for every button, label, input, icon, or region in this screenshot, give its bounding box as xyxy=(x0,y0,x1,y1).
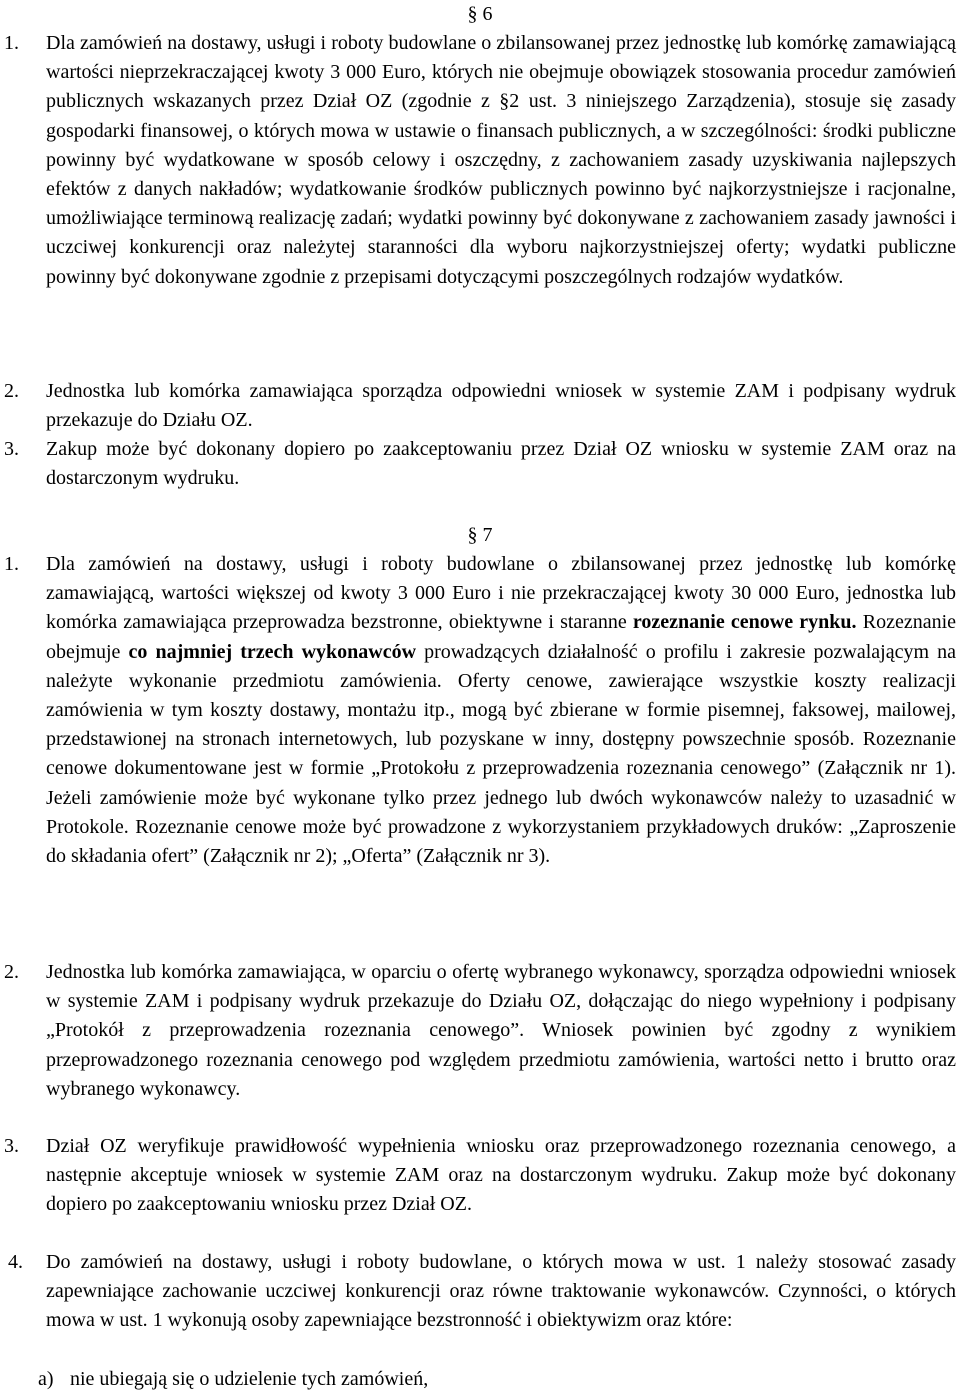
paragraph-text: Zakup może być dokonany dopiero po zaakceptowaniu przez Dział OZ wniosku w systemie ZAM oraz na dostarczonym wydruku. xyxy=(46,438,956,490)
section-7-paragraph-4 xyxy=(8,1248,956,1336)
section-6-paragraph-2 xyxy=(4,377,956,435)
paragraph-number: 4. xyxy=(8,1251,23,1273)
section-6-paragraph-3 xyxy=(4,435,956,493)
paragraph-number: 2. xyxy=(4,961,19,983)
paragraph-number: 1. xyxy=(4,32,19,54)
paragraph-text: Jednostka lub komórka zamawiająca, w oparciu o ofertę wybranego wykonawcy, sporządza odpowiedni wniosek w systemie ZAM i podpisany wydruk przekazuje do Działu OZ, dołączając do niego wypełniony i podpisany „Protokół z przeprowadzenia rozeznania cenowego”. Wniosek powinien być zgodny z wynikiem przeprowadzonego rozeznania cenowego pod względem przedmiotu zamówienia, wartości netto i brutto oraz wybranego wykonawcy. xyxy=(46,961,956,1100)
paragraph-number: 2. xyxy=(4,380,19,402)
list-item-text: nie ubiegają się o udzielenie tych zamówień, xyxy=(70,1368,429,1390)
paragraph-text: Dla zamówień na dostawy, usługi i roboty budowlane o zbilansowanej przez jednostkę lub komórkę zamawiającą wartości nieprzekraczającej kwoty 3 000 Euro, których nie obejmuje obowiązek stosowania procedur zamówień publicznych wskazanych przez Dział OZ (zgodnie z §2 ust. 3 niniejszego Zarządzenia), stosuje się zasady gospodarki finansowej, o których mowa w ustawie o finansach publicznych, a w szczególności: środki publiczne powinny być wydatkowane w sposób celowy i oszczędny, z zachowaniem zasady uzyskiwania najlepszych efektów z danych nakładów; wydatkowanie środków publicznych powinno być najkorzystniejsze i racjonalne, umożliwiające terminową realizację zadań; wydatki powinny być dokonywane z zachowaniem zasady jawności i uczciwej konkurencji oraz należytej staranności dla wyboru najkorzystniejszej oferty; wydatki publiczne powinny być dokonywane zgodnie z przepisami dotyczącymi poszczególnych rodzajów wydatków. xyxy=(46,32,956,288)
paragraph-text: Do zamówień na dostawy, usługi i roboty budowlane, o których mowa w ust. 1 należy stosować zasady zapewniające zachowanie uczciwej konkurencji oraz równe traktowanie wykonawców. Czynności, o których mowa w ust. 1 wykonują osoby zapewniające bezstronność i obiektywizm oraz które: xyxy=(46,1251,956,1332)
paragraph-number: 1. xyxy=(4,553,19,575)
section-7-list-item-a xyxy=(38,1365,956,1394)
section-7-paragraph-2 xyxy=(4,958,956,1104)
paragraph-number: 3. xyxy=(4,438,19,460)
list-item-letter: a) xyxy=(38,1368,54,1390)
section-7-paragraph-3 xyxy=(4,1132,956,1220)
paragraph-number: 3. xyxy=(4,1135,19,1157)
paragraph-text: Jednostka lub komórka zamawiająca sporządza odpowiedni wniosek w systemie ZAM i podpisany wydruk przekazuje do Działu OZ. xyxy=(46,380,956,432)
section-7-paragraph-1 xyxy=(4,550,957,871)
section-7-title: § 7 xyxy=(467,524,493,546)
bold-phrase-wykonawcow: co najmniej trzech wykonawców xyxy=(128,640,417,663)
section-6-paragraph-1 xyxy=(4,29,956,292)
paragraph-text-part-2: Rozeznanie obejmuje xyxy=(46,611,957,663)
paragraph-text: Dział OZ weryfikuje prawidłowość wypełnienia wniosku oraz przeprowadzonego rozeznania cenowego, a następnie akceptuje wniosek w systemie ZAM oraz na dostarczonym wydruku. Zakup może być dokonany dopiero po zaakceptowaniu wniosku przez Dział OZ. xyxy=(46,1135,956,1216)
section-6-title: § 6 xyxy=(467,3,493,25)
paragraph-text-part-1: Dla zamówień na dostawy, usługi i roboty budowlane o zbilansowanej przez jednostkę lub komórkę zamawiającą, wartości większej od kwoty 3 000 Euro i nie przekraczającej kwoty 30 000 Euro, jednostka lub komórka zamawiająca przeprowadza bezstronne, obiektywne i staranne xyxy=(46,553,956,634)
paragraph-text-part-3: prowadzących działalność o profilu i zakresie pozwalającym na należyte wykonanie przedmiotu zamówienia. Oferty cenowe, zawierające wszystkie koszty realizacji zamówienia w tym koszty dostawy, montażu itp., mogą być zbierane w formie pisemnej, faksowej, mailowej, przedstawionej na stronach internetowych, lub pozyskane w inny, dostępny powszechnie sposób. Rozeznanie cenowe dokumentowane jest w formie „Protokołu z przeprowadzenia rozeznania cenowego” (Załącznik nr 1). Jeżeli zamówienie może być wykonane tylko przez jednego lub dwóch wykonawców należy to uzasadnić w Protokole. Rozeznanie cenowe może być prowadzone z wykorzystaniem przykładowych druków: „Zaproszenie do składania ofert” (Załącznik nr 2); „Oferta” (Załącznik nr 3). xyxy=(46,640,957,868)
bold-phrase-rozeznanie: rozeznanie cenowe rynku. xyxy=(632,611,857,634)
